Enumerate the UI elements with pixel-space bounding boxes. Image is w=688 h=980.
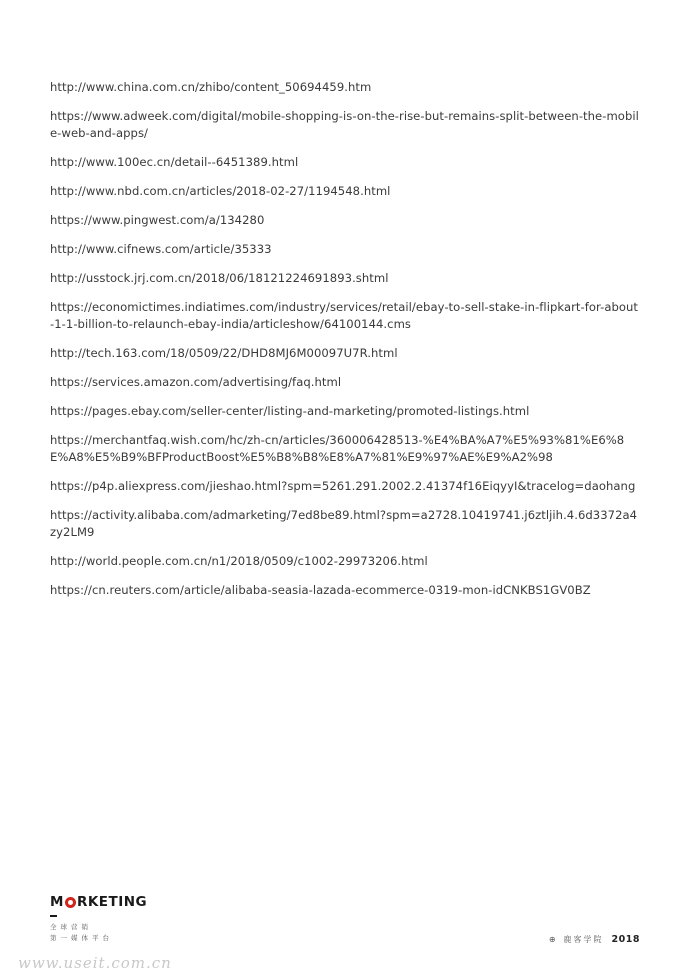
logo-divider — [50, 915, 57, 917]
reference-link[interactable]: https://cn.reuters.com/article/alibaba-seasia-lazada-ecommerce-0319-mon-idCNKBS1GV0BZ — [50, 583, 591, 597]
reference-item[interactable] — [50, 553, 640, 570]
reference-item[interactable] — [50, 374, 640, 391]
reference-item[interactable] — [50, 108, 640, 142]
tagline-line-1: 全球营销 — [50, 923, 92, 931]
reference-item[interactable] — [50, 582, 640, 599]
reference-item[interactable] — [50, 241, 640, 258]
reference-item[interactable] — [50, 345, 640, 362]
footer-year: 2018 — [611, 934, 640, 945]
reference-item[interactable] — [50, 432, 640, 466]
reference-link[interactable]: https://activity.alibaba.com/admarketing/7ed8be89.html?spm=a2728.10419741.j6ztljih.4.6d3372a4zy2LM9 — [50, 508, 638, 539]
tagline-line-2: 第一媒体平台 — [50, 934, 113, 942]
reference-item[interactable] — [50, 299, 640, 333]
reference-link[interactable]: http://www.100ec.cn/detail--6451389.html — [50, 155, 299, 169]
reference-item[interactable] — [50, 183, 640, 200]
reference-link[interactable]: http://tech.163.com/18/0509/22/DHD8MJ6M00097U7R.html — [50, 346, 398, 360]
watermark: www.useit.com.cn — [18, 954, 172, 972]
reference-link[interactable]: https://merchantfaq.wish.com/hc/zh-cn/articles/360006428513-%E4%BA%A7%E5%93%81%E6%8E%A8%E5%B9%BFProductBoost%E5%B8%B8%E8%A7%81%E9%97%AE%E9%A2%98 — [50, 433, 625, 464]
brand-symbol-icon: ⊕ — [548, 935, 556, 944]
logo-text-start: M — [50, 894, 64, 910]
reference-link[interactable]: http://www.nbd.com.cn/articles/2018-02-27/1194548.html — [50, 184, 391, 198]
reference-link[interactable]: http://world.people.com.cn/n1/2018/0509/c1002-29973206.html — [50, 554, 428, 568]
reference-item[interactable] — [50, 478, 640, 495]
reference-link[interactable]: https://pages.ebay.com/seller-center/listing-and-marketing/promoted-listings.html — [50, 404, 530, 418]
reference-link[interactable]: http://www.china.com.cn/zhibo/content_50694459.htm — [50, 80, 372, 94]
reference-link[interactable]: http://usstock.jrj.com.cn/2018/06/18121224691893.shtml — [50, 271, 389, 285]
reference-link[interactable]: http://www.cifnews.com/article/35333 — [50, 242, 272, 256]
reference-link[interactable]: https://www.pingwest.com/a/134280 — [50, 213, 265, 227]
logo-o-mark-icon — [65, 897, 76, 908]
marketing-logo-block — [50, 893, 170, 944]
reference-item[interactable] — [50, 79, 640, 96]
reference-list — [50, 79, 640, 611]
reference-link[interactable]: https://p4p.aliexpress.com/jieshao.html?spm=5261.291.2002.2.41374f16EiqyyI&tracelog=daohang — [50, 479, 636, 493]
reference-link[interactable]: https://services.amazon.com/advertising/faq.html — [50, 375, 342, 389]
reference-item[interactable] — [50, 270, 640, 287]
logo-text-end: RKETING — [76, 894, 148, 910]
reference-item[interactable] — [50, 507, 640, 541]
reference-link[interactable]: https://economictimes.indiatimes.com/industry/services/retail/ebay-to-sell-stake-in-flipkart-for-about-1-1-billion-to-relaunch-ebay-india/articleshow/64100144.cms — [50, 300, 639, 331]
reference-item[interactable] — [50, 154, 640, 171]
brand-name: 鹿客学院 — [563, 935, 604, 944]
footer-right — [549, 934, 640, 945]
reference-item[interactable] — [50, 212, 640, 229]
reference-item[interactable] — [50, 403, 640, 420]
marketing-logo — [50, 893, 170, 911]
reference-link[interactable]: https://www.adweek.com/digital/mobile-shopping-is-on-the-rise-but-remains-split-between-the-mobile-web-and-apps/ — [50, 109, 639, 140]
